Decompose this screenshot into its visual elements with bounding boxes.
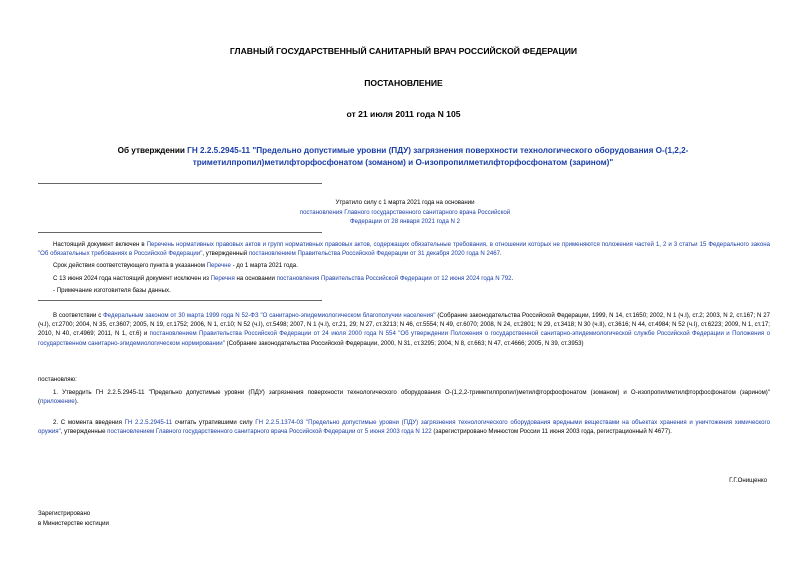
inclusion-list-link[interactable]: Перечень нормативных правовых актов и групп нормативных правовых актов, содержащих обязательные требования, в отношении которых не применяются положения частей 1, 2 и 3 статьи 15 Федерального закона "Об обязательных требованиях в Российской Федерации" <box>38 241 770 258</box>
term-text: - до 1 марта 2021 года. <box>230 262 298 270</box>
sanitary-decree-link[interactable]: постановлением Главного государственного санитарного врача Российской Федерации от 5 июня 2003 года N 122 <box>107 428 432 436</box>
term-list-link[interactable]: Перечне <box>206 262 231 270</box>
appendix-link[interactable]: приложение <box>40 398 75 406</box>
government-decree-link[interactable]: постановлением Правительства Российской Федерации от 24 июля 2000 года N 554 "Об утверждении Положения о государственной санитарно-эпидемиологической службе Российской Федерации и Положения о государственном санитарно-эпидемиологическом нормировании" <box>38 330 770 347</box>
item-1 <box>38 388 770 406</box>
item-2-text-block <box>38 418 770 436</box>
inclusion-decree-link[interactable]: постановлением Правительства Российской Федерации от 31 декабря 2020 года N 2467 <box>248 250 501 258</box>
term-paragraph <box>38 261 770 270</box>
preamble-paragraph <box>38 311 770 348</box>
item-2 <box>38 418 770 436</box>
decree-label: постановляю: <box>38 376 77 383</box>
exclusion-decree-link[interactable]: постановления Правительства Российской Федерации от 12 июня 2024 года N 792 <box>276 274 512 282</box>
divider <box>38 300 322 301</box>
registration-line-2: в Министерстве юстиции <box>38 519 109 527</box>
exclusion-list-link[interactable]: Перечня <box>210 274 235 282</box>
gn-2945-link[interactable]: ГН 2.2.5.2945-11 <box>124 419 173 426</box>
divider <box>38 232 322 233</box>
status-note-text: Утратило силу с 1 марта 2021 года на основании <box>335 199 475 206</box>
item-1-text: ). <box>74 398 79 406</box>
inclusion-paragraph <box>38 240 770 258</box>
title-link[interactable]: ГН 2.2.5.2945-11 "Предельно допустимые уровни (ПДУ) загрязнения поверхности технологического оборудования О-(1,2,2-триметилпропил)метилфторфосфонатом (зоманом) и О-изопропилметилфторфосфонатом (зарином)" <box>187 146 689 167</box>
gn-1374-link[interactable]: ГН 2.2.5.1374-03 "Предельно допустимые уровни (ПДУ) загрязнения технологического оборудования вредными веществами на объектах хранения и уничтожения химического оружия" <box>38 419 770 436</box>
item-2-text: считать утратившими силу <box>172 419 256 426</box>
item-2-text: , утвержденные <box>60 428 108 436</box>
term-text: Срок действия соответствующего пункта в указанном <box>53 262 207 270</box>
signature: Г.Г.Онищенко <box>729 477 767 484</box>
registration-block <box>38 509 109 528</box>
item-2-text: 2. С момента введения <box>53 419 125 426</box>
inclusion-text: . <box>500 250 502 258</box>
inclusion-text: , утвержденный <box>202 250 249 258</box>
agency-heading: ГЛАВНЫЙ ГОСУДАРСТВЕННЫЙ САНИТАРНЫЙ ВРАЧ РОССИЙСКОЙ ФЕДЕРАЦИИ <box>229 46 578 56</box>
preamble-text: (Собрание законодательства Российской Федерации, 1999, N 14, ст.1650; 2002, N 1 (ч.I), ст.2; 2003, N 2, ст.167; N 27 (ч.I), ст.2700; 2004, N 35, ст.3607; 2005, N 19, ст.1752; 2006, N 1, ст.10; N 52 (ч.I), ст.5498; 2007, N 1 (ч.I), ст.21, 29; N 27, ст.3213; N 46, ст.5554; N 49, ст.6070; 2008, N 24, ст.2801; N 29, ст.3418; N 30 (ч.II), ст.3616; N 44, ст.4984; N 52 (ч.I), ст.6223; 2009, N 1, ст.17; 2010, N 40, ст.4969; 2011, N 1, ст.6) и <box>38 312 771 338</box>
preamble-text-block <box>38 311 770 348</box>
preamble-text: (Собрание законодательства Российской Федерации, 2000, N 31, ст.3295; 2004, N 8, ст.663; N 47, ст.4666; 2005, N 39, ст.3953) <box>224 339 584 347</box>
database-remark: - Примечание изготовителя базы данных. <box>53 286 171 294</box>
registration-line-1: Зарегистрировано <box>38 510 91 517</box>
status-note <box>285 198 525 227</box>
exclusion-text: . <box>511 274 514 282</box>
inclusion-note <box>38 240 770 295</box>
item-2-text: (зарегистрировано Минюстом России 11 июня 2003 года, регистрационный N 4677). <box>431 428 672 436</box>
title-prefix: Об утверждении <box>117 146 188 155</box>
status-note-link[interactable]: постановления Главного государственного санитарного врача Российской Федерации от 28 января 2021 года N 2 <box>299 208 511 225</box>
exclusion-text: С 13 июня 2024 года настоящий документ исключен из <box>53 274 211 282</box>
item-1-text: 1. Утвердить ГН 2.2.5.2945-11 "Предельно допустимые уровни (ПДУ) загрязнения поверхности технологического оборудования О-(1,2,2-триметилпропил)метилфторфосфонатом (зоманом) и О-изопропилметилфторфосфонатом (зарином)" ( <box>38 389 770 406</box>
exclusion-paragraph <box>38 274 770 283</box>
inclusion-text: Настоящий документ включен в <box>53 241 147 248</box>
date-number-heading: от 21 июля 2011 года N 105 <box>346 109 461 119</box>
divider <box>38 183 322 184</box>
preamble-text: В соответствии с <box>53 312 104 319</box>
document-title <box>72 145 734 169</box>
item-1-text-block <box>38 388 770 406</box>
document-type-heading: ПОСТАНОВЛЕНИЕ <box>364 78 443 88</box>
exclusion-text: на основании <box>234 274 277 282</box>
federal-law-link[interactable]: Федеральным законом от 30 марта 1999 года N 52-ФЗ "О санитарно-эпидемиологическом благополучии населения" <box>103 312 436 319</box>
